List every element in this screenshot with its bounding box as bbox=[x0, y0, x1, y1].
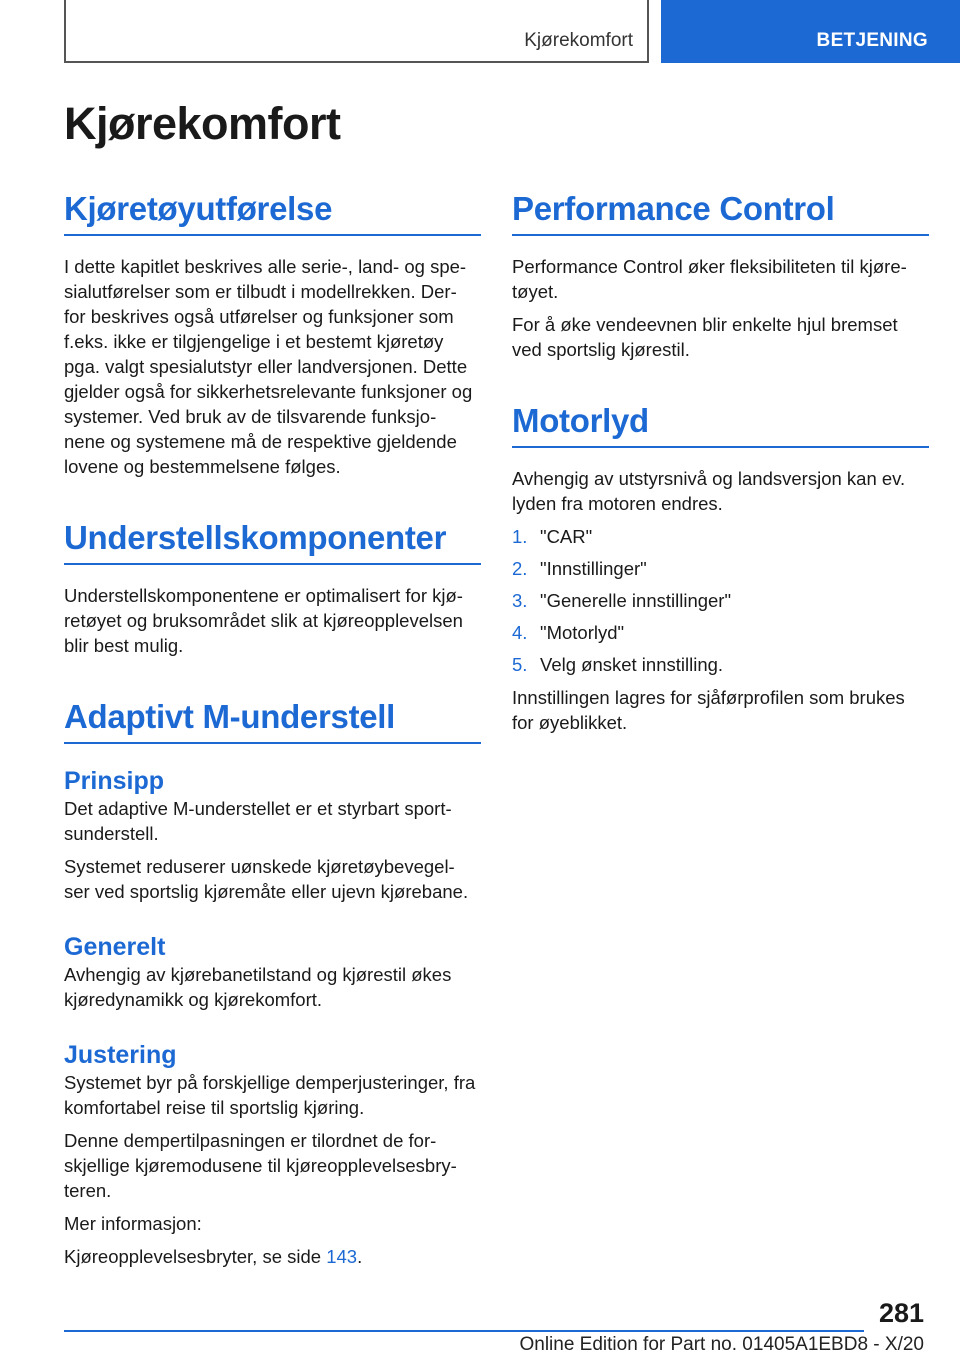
paragraph: Mer informasjon: bbox=[64, 1213, 202, 1234]
paragraph: Avhengig av kjørebanetilstand og kjørestil økes kjøredynamikk og kjørekomfort. bbox=[64, 964, 452, 1010]
paragraph-cross-reference bbox=[64, 1244, 481, 1269]
footer-divider bbox=[64, 1330, 864, 1332]
right-column bbox=[512, 190, 929, 743]
paragraph: Systemet reduserer uønskede kjøretøybevegel- ser ved sportslig kjøremåte eller ujevn kjørebane. bbox=[64, 856, 469, 902]
paragraph: Understellskomponentene er optimalisert for kjø- retøyet og bruksområdet slik at kjøreopplevelsen blir best mulig. bbox=[64, 585, 463, 656]
heading-motorlyd: Motorlyd bbox=[512, 402, 929, 448]
heading-adaptivt-m-understell: Adaptivt M-understell bbox=[64, 698, 481, 744]
cross-reference-end: . bbox=[357, 1246, 363, 1267]
step-number: 5. bbox=[512, 654, 528, 675]
step-text: "Motorlyd" bbox=[540, 622, 625, 643]
page-number: 281 bbox=[878, 1298, 924, 1328]
paragraph: Det adaptive M-understellet er et styrbart sport- sunderstell. bbox=[64, 798, 452, 844]
list-item bbox=[512, 620, 929, 645]
list-item bbox=[512, 652, 929, 677]
step-text: Velg ønsket innstilling. bbox=[540, 654, 724, 675]
step-number: 4. bbox=[512, 622, 528, 643]
step-text: "Innstillinger" bbox=[540, 558, 647, 579]
step-text: "Generelle innstillinger" bbox=[540, 590, 732, 611]
paragraph: Performance Control øker fleksibiliteten til kjøre- tøyet. bbox=[512, 256, 907, 302]
list-item bbox=[512, 556, 929, 581]
heading-understellskomponenter: Understellskomponenter bbox=[64, 519, 481, 565]
subheading-prinsipp: Prinsipp bbox=[64, 767, 165, 795]
left-column bbox=[64, 190, 481, 1277]
header-section-label: BETJENING bbox=[816, 30, 928, 51]
heading-performance-control: Performance Control bbox=[512, 190, 929, 236]
step-number: 2. bbox=[512, 558, 528, 579]
step-number: 1. bbox=[512, 526, 528, 547]
subheading-justering: Justering bbox=[64, 1041, 177, 1069]
paragraph: Denne dempertilpasningen er tilordnet de for- skjellige kjøremodusene til kjøreopplevelsesbry- teren. bbox=[64, 1130, 457, 1201]
list-item bbox=[512, 588, 929, 613]
subheading-generelt: Generelt bbox=[64, 933, 166, 961]
heading-kjoretoyutforelse: Kjøretøyutførelse bbox=[64, 190, 481, 236]
step-number: 3. bbox=[512, 590, 528, 611]
footer-edition-text: Online Edition for Part no. 01405A1EBD8 - X/20 bbox=[519, 1334, 924, 1355]
paragraph: Avhengig av utstyrsnivå og landsversjon kan ev. lyden fra motoren endres. bbox=[512, 468, 906, 514]
page-link-143[interactable]: 143 bbox=[326, 1246, 358, 1267]
step-text: "CAR" bbox=[540, 526, 593, 547]
paragraph: Systemet byr på forskjellige demperjusteringer, fra komfortabel reise til sportslig kjøring. bbox=[64, 1072, 476, 1118]
header-section-tab bbox=[661, 0, 960, 63]
cross-reference-text: Kjøreopplevelsesbryter, se side bbox=[64, 1246, 327, 1267]
steps-list bbox=[512, 524, 929, 677]
page-title: Kjørekomfort bbox=[64, 98, 341, 149]
list-item bbox=[512, 524, 929, 549]
paragraph: For å øke vendeevnen blir enkelte hjul bremset ved sportslig kjørestil. bbox=[512, 314, 898, 360]
paragraph: Innstillingen lagres for sjåførprofilen som brukes for øyeblikket. bbox=[512, 687, 905, 733]
header-chapter-box bbox=[64, 0, 649, 63]
header-chapter-title: Kjørekomfort bbox=[524, 30, 633, 51]
paragraph: I dette kapitlet beskrives alle serie-, land- og spe- sialutførelser som er tilbudt i modellrekken. Der- for beskrives også utførelser og funksjoner som f.eks. ikke er tilgjengelige i et bestemt kjøretøy pga. valgt spesialutstyr eller landversjonen. Dette gjelder også for sikkerhetsrelevante funksjoner og systemer. Ved bruk av de tilsvarende funksjo- nene og systemene må de respektive gjeldende lovene og bestemmelsene følges. bbox=[64, 256, 473, 477]
